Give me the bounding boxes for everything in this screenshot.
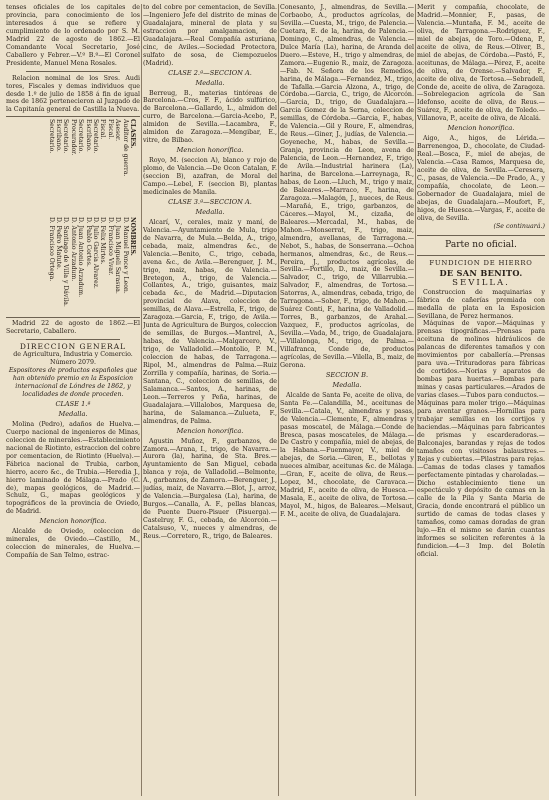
medal-list: Alcarí, V., cerales, maiz y maní, de Valencia.—Ayuntamiento de Mula, trigo de Navarra, de Mula.—Belda, A., trigo, cebada, maiz, almendras &c., de Valencia.—Benito, C., trigo, cebada, avena &c., de Avila.—Berenguer, J. M., trigo, maiz, habas, de Valencia.—Bretegon, A., trigo, de Valencia.—Collantes, A., trigo, guisantes, maiz cebada &c., de Madrid.—Diputacion provincial de Alava, coleccion de semillas, de Alava.—Estrella, F., trigo, de Zaragoza.—Garcia, F., trigo, de Avila.—Junta de Agricultura de Burgos, coleccion de semillas, de Burgos.—Mantrel, A., habas, de Valencia.—Malgarcero, V., trigo, de Valladolid.—Montolio, P. M., coleccion de habas, de Tarragona.—Ripol, M., almendras de Palma.—Ruiz Zorrilla y compañía, harinas, de Soria.—Santana, C., coleccion de semillas, de Salamanca.—Santos, A., harinas, de Leon.—Terreros y Peña, harinas, de Guadalajara.—Villalobos, Marquesa de, harina, de Salamanca.—Zulueta, F., almendras, de Palma. [143,218,277,425]
name-1: D. Juan Migueli Sarasua. [114,217,122,295]
class-10: Secretario. [47,119,55,154]
column-1 [6,4,140,796]
divider [26,339,120,340]
medal-heading: Medalla. [332,380,362,389]
foundry-name: DE SAN BENITO. [439,267,523,278]
class-heading: CLASE 3.ª—SECCION A. [168,197,252,206]
column-rule [415,4,416,796]
class-5: Escribano. [84,119,92,153]
classes-header: CLASES. [129,119,136,149]
name-5: D. Pablo Cortes. [84,217,92,268]
mention-heading: Mencion honorífica. [176,146,244,155]
number-label: Número 2079. [49,359,97,367]
class-heading: CLASE 2.ª—SECCION A. [168,68,252,77]
class-4: Secretario. [91,119,99,154]
name-7: D. Antonio Arzadum. [69,217,77,282]
name-2: D. Francisco Vivar. [106,217,114,276]
foundry-products: Máquinas de vapor.—Máquinas y prensas tipográficas.—Prensas para aceituna de molinos hidráulicos de palancas de diferentes tamaños y con movimientos por caballería.—Prensas para uva.—Trituradoras para fábricas de cortidos.—Norias y aparatos de bombas para huertas.—Bombas para minas y casas particulares.—Arados de varias clases.—Tubos para conductos.—Máquinas para moler trigo.—Máquinas para aventar granos.—Hornillas para trabajar semillas en los cortijos y haciendas.—Máquinas para fabricantes de prismas y escarderadoras.—Balconajes, barandas y rejas de todos tamaños con visitosos balaustres.—Rejas y cubiertas.—Pilastras para rejas.—Camas de todas clases y tamaños perfectamente pintadas y charoladas.—Dicho establecimiento tiene un espectáculo y depósito de camas en la calle de la Pila y Santa Maria de Gracia, donde encontrará el público un surtido de camas de todas clases y tamaños, como camas doradas de gran lujo.—En el mismo se darán cuantas informes se soliciten referentes á la fundicion.—4—3 Imp. del Boletín oficial. [417,320,545,559]
column-4 [417,4,545,796]
class-6: Secretario. [77,119,85,154]
column-2 [143,4,277,796]
divider [26,71,120,72]
mention-list: Alcalde de Oviedo, coleccion de minerales, de Oviedo.—Castillo, M., coleccion de minerales, de Huelva.—Compañía de San Telmo, estrac- [6,528,140,560]
class-heading: CLASE 1.ª [55,399,91,408]
date-signature: Madrid 22 de agosto de 1862.—El Secretario, Caballero. [6,320,140,336]
city-heading: SEVILLA. [452,277,510,288]
column-rule [141,4,142,796]
medal-list: Alcalde de Santa Fe, aceite de oliva, de Santa Fe.—Calandilla, M., aceitunas de Sevilla.—Catala, V., almendras y pasas, de Valencia.—Clemente, F., almendras y pasas moscatel, de Málaga.—Conde de Bresca, pasas moscateles, de Málaga.—De Castro y compañía, miel de abejas, de la Habana.—Fuenmayor, V., miel de abejas, de Soria.—Giren, E., bellotas y nueces almibar, aceitunas &c. de Málaga.—Gran, F., aceite de oliva, de Reus.—Lopez, M., chocolate, de Caravaca.—Madrid, F., aceite de oliva, de Huesca.—Masala, E., aceite de oliva, de Tortosa.—Mayol, M., higos, de Baleares.—Melsaut, F. M., aceite de oliva, de Guadalajara. [280,391,414,519]
mention-list: Agustin Muñoz, F., garbanzos, de Zamora.—Arana, I., trigo, de Navarra.—Aurora (la), harina, de Sta. Bres.—Ayuntamiento de San Miguel, cebada blanca y roja, de Valladolid.—Belmonte, A., garbanzos, de Zamora.—Berenguer, J., judías, maiz, de Navarra.—Blot, J., arroz, de Valencia.—Burgalesa (La), harina, de Burgos.—Canalla, A. F., pellas blancas, de Puente Duero-Pisuer (Pisuerga).—Castelruy, F. G., cebada, de Alcorcón.—Catalsuso, V., nueces y almendras, de Reus.—Corretero, R., trigo, de Baleares. [143,437,277,540]
classes-column [47,119,136,176]
class-0: Auditor de guerra. [121,119,129,177]
continued-paragraph: to del cobre por cementacion, de Sevilla.—Ingeniero Jefe del distrito de minas de Guadalajara, mineral de plata y su estraccion por amalgamacion, de Guadalajara.—Real Compañía asturiana, cinc, de Aviles.—Sociedad Protectora, sulfato de sosa, de Ciempozuelos (Madrid). [143,4,277,67]
name-6: D. Juan Antonio Arzadum. [77,217,85,298]
medal-list: Berreug, B., materias tintóreas de Barcelona.—Cros, F. F., ácido sulfúrico, de Barcelona.—Gallardo, L., almidon del curro, de Barcelona.—Garcia-Acebo, P., almidon de Sevilla.—Lacambra, F., almidon de Zaragoza.—Mengibar, E., vitre, de Bilbao. [143,89,277,145]
medal-heading: Medalla. [195,78,225,87]
personnel-table [6,116,140,318]
mention-list: Royo, M. (seccion A), blanco y rojo de plomo, de Valencia.—De Ocon Catalan, F. (seccion B), azafran, de Moral del Campo.—Lebel, F. (seccion B), plantas medicinales de Manila. [143,157,277,196]
mention-heading: Mencion honorífica. [39,517,107,526]
name-10: D. Francisco Ortega. [47,217,55,282]
name-9: D. Pedro Matute. [54,217,62,271]
unofficial-part-heading: Parte no oficial. [445,239,517,250]
section-heading: DIRECCION GENERAL [19,342,127,352]
names-column [47,217,136,307]
continued-list: Conesanto, J., almendras, de Sevilla.—Corbaobo, A., productos agrícolas, de Sevilla.—Cuesta, M., trigo, de Palencia.—Cuetara, E. de la, harina, de Palencia.—Domingo, C., almendras, de Valencia.—Dulce María (La), harina, de Aranda del Duero.—Esteve, H., trigo y almendras, de Zamora.—Eugenio R., maiz, de Zaragoza.—Fab. N. Señora de los Remedios, harina, de Málaga.—Fernandez, M., trigo, de Tafalla.—Garcia Alzona, A., trigo, de Córdoba.—Garcia, C., trigo, de Alcorcón.—Garcia, D., trigo, de Guadalajara.—Garcia Gomez de la Serna, coleccion de semillas, de Córdoba.—Garcia, F., habas, de Valencia.—Gil y Roure, F., almendras, de Reus.—Giner, J., judías, de Valencia.—Goyeneche, M., habas, de Sevilla.—Granja, provincia de Leon, avena de Palencia, de Leon.—Hernandez, F., trigo, de Avila.—Industrial harinera (La), harina, de Barcelona.—Larreynaga, R., habas, de Leon.—Lluch, M., trigo y maiz, de Baleares.—Marraco, F., harina, de Zaragoza.—Malagón, J., nueces, de Reus.—Marañá, E., trigo, garbanzos, de Cáceres.—Mayol, M., cizaña, de Baleares.—Mercadal, M., habas, de Mahon.—Monserrat, F., trigo, maiz, almendra, avellanas, de Tarragona.—Nebot, S., habas, de Sonserrana.—Ochoa hermanos, almendras, &c., de Reus.—Pereira, J., productos agrícolas, de Sevilla.—Portillo, D., maiz, de Sevilla.—Salvador, C., trigo, de Villarrubia.—Salvador, F., almendras, de Tortosa.—Satorras, A., almendras, cebada, trigo, de Tarragona.—Sober, F., trigo, de Mahon.—Suárez Conti, F., harina, de Valladolid.—Torres, B., garbanzos, de Arahal.—Vazquez, F., productos agrícolas, de Sevilla.—Vada, M., trigo, de Guadalajara.—Villalonga, M., trigo, de Palma.—Villafranca, Conde de, productos agrícolas, de Sevilla.—Vilella, B., maiz, de Gerona. [280,4,414,369]
foundry-title: FUNDICION DE HIERRO [429,258,533,267]
medal-heading: Medalla. [58,409,88,418]
class-2: Fiscal. [106,119,114,140]
class-7: Procurador. [69,119,77,156]
section-subheading: de Agricultura, Industria y Comercio. [13,351,133,359]
name-0: D. Manuel Ponce y Leon. [121,217,129,295]
class-1: Asesor. [114,119,122,142]
mention-heading: Mencion honorífica. [176,426,244,435]
intro-paragraph: tenses oficiales de los capitales de provincia, para conocimiento de los interesados á que se refiere y cumplimiento de lo ordenado por S. M. Madrid 22 de agosto de 1862.—El Comandante Vocal Secretario, José Caballero y Febrer.—V.º B.º—El Coronel Presidente, Manuel Mena Rosales. [6,4,140,67]
name-3: D. Felix Mirtes. [99,217,107,265]
mention-heading: Mencion honorífica. [447,124,515,133]
foundry-description: Construccion de maquinarias y fábrica de cañerías premiada con medalla de plata en la Esposicion Sevillana, de Perez hermanos. [417,288,545,320]
medal-list: Molina (Pedro), adaños de Huelva.—Cuerpo nacional de ingenieros de Minas, coleccion de minerales.—Establecimiento nacional de Riotinto, estraccion del cobre por cementacion, de Riotinto (Huelva).—Fábrica nacional de Trubia, carbon, hierro, acero &c., de Trubia.—Heredia J., hierro laminado de Málaga.—Prado (C. de), mapas geológicos, de Madrid.—Schulz, G., mapas geológicos y topográficos de la provincia de Oviedo, de Madrid. [6,420,140,516]
name-4: D. Julio Garcia Alvarez. [91,217,99,290]
class-9: Escribano. [54,119,62,153]
class-3: Fiscal. [99,119,107,140]
medal-heading: Medalla. [195,207,225,216]
continued-note: (Se continuará.) [493,222,545,230]
unofficial-part-box [417,235,545,256]
section-heading: SECCION B. [325,370,369,379]
mention-list: Aigo, A., higos, de Lérida.—Barrenengoa, D., chocolate, de Ciudad-Real.—Bosca, F., miel de abejas, de Valencia.—Casa Ramos, Marquesa de, aceite de oliva, de Sevilla.—Ceresera, C., pasas, de Valencia.—De Prado, A., y compañía, chocolate, de Leon.—Gobernador de Guadalajara, miel de abejas, de Guadalajara.—Moufort, F., higos, de Huesca.—Vargas, F., aceite de oliva, de Sevilla. [417,135,545,222]
column-rule [278,4,279,796]
name-8: D. Santiago de Villa y Dávila. [62,217,70,308]
class-8: Secretario. [62,119,70,154]
relacion-paragraph: Relacion nominal de los Sres. Audi tores, Fiscales y demas individuos que desde 1.º de julio de 1858 á fin de igual mes de 1862 pertenecieron al Juzgado de la Capitanía general de Castilla la Nueva. [6,74,140,114]
column-3 [280,4,414,796]
names-header: NOMBRES. [129,217,136,257]
expositores-title: Espositores de productos españoles que han obtenido premio en la Esposicion internacional de Lóndres de 1862, y localidades de donde proceden. [8,367,138,399]
continued-list: Merit y compañía, chocolate, de Madrid.—Monnier, F., pasas, de Valencia.—Muntaña, F. M., aceite de oliva, de Tarragona.—Rodriguez, F., miel de abejas, de Toro.—Odena, P., aceite de oliva, de Reus.—Oliver, B., miel de abejas, de Córdoba.—Pastó, F., aceitunas, de Málaga.—Pérez, F., aceite de oliva, de Orense.—Salvador, F., aceite de oliva, de Tortosa.—Sebradell, Conde de, aceite de oliva, de Zaragoza.—Sobrelegacion agrícola de San Idefonso, aceite de oliva, de Reus.—Suárez, F., aceite de oliva, de Toledo.—Villanova, P., aceite de oliva, de Alcalá. [417,4,545,123]
